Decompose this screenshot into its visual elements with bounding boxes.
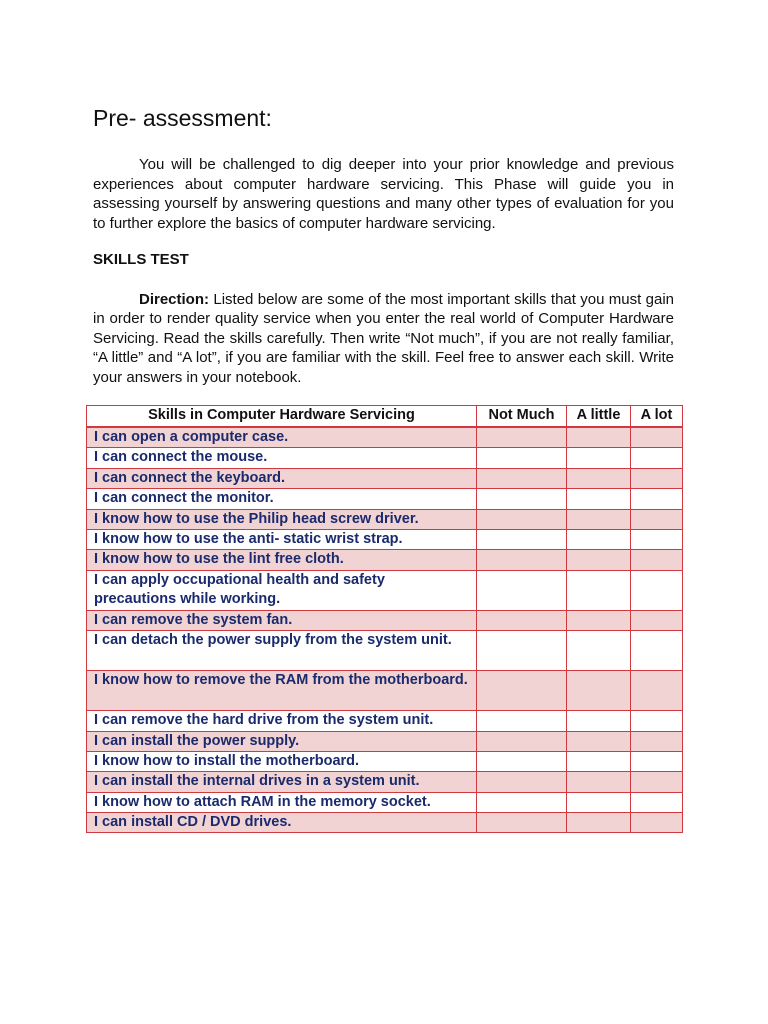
skill-cell: I know how to install the motherboard.	[87, 751, 477, 771]
a-little-cell[interactable]	[567, 813, 631, 833]
document-page	[93, 104, 674, 387]
not-much-cell[interactable]	[477, 529, 567, 549]
not-much-cell[interactable]	[477, 751, 567, 771]
skill-cell: I can open a computer case.	[87, 427, 477, 448]
a-little-cell[interactable]	[567, 711, 631, 731]
a-lot-cell[interactable]	[631, 751, 683, 771]
a-lot-cell[interactable]	[631, 489, 683, 509]
intro-paragraph: You will be challenged to dig deeper into your prior knowledge and previous experiences about computer hardware servicing. This Phase will guide you in assessing yourself by answering questions and many other types of evaluation for you to further explore the basics of computer hardware servicing.	[93, 156, 674, 232]
table-row	[87, 448, 683, 468]
a-little-cell[interactable]	[567, 509, 631, 529]
a-little-cell[interactable]	[567, 448, 631, 468]
table-row	[87, 610, 683, 630]
a-lot-cell[interactable]	[631, 671, 683, 711]
skill-cell: I know how to attach RAM in the memory socket.	[87, 792, 477, 812]
a-little-cell[interactable]	[567, 792, 631, 812]
table-row	[87, 427, 683, 448]
a-little-cell[interactable]	[567, 671, 631, 711]
table-row	[87, 489, 683, 509]
header-not-much: Not Much	[477, 406, 567, 428]
a-little-cell[interactable]	[567, 570, 631, 610]
a-lot-cell[interactable]	[631, 610, 683, 630]
not-much-cell[interactable]	[477, 792, 567, 812]
page-title: Pre- assessment:	[93, 105, 272, 131]
a-lot-cell[interactable]	[631, 448, 683, 468]
a-lot-cell[interactable]	[631, 711, 683, 731]
table-row	[87, 731, 683, 751]
header-a-little: A little	[567, 406, 631, 428]
not-much-cell[interactable]	[477, 427, 567, 448]
not-much-cell[interactable]	[477, 731, 567, 751]
a-little-cell[interactable]	[567, 550, 631, 570]
a-lot-cell[interactable]	[631, 468, 683, 488]
direction-text: Listed below are some of the most important skills that you must gain in order to render quality service when you enter the real world of Computer Hardware Servicing. Read the skills carefully. Then write “Not much”, if you are not really familiar, “A little” and “A lot”, if you are familiar with the skill. Feel free to answer each skill. Write your answers in your notebook.	[93, 290, 674, 386]
a-little-cell[interactable]	[567, 610, 631, 630]
table-row	[87, 671, 683, 711]
a-little-cell[interactable]	[567, 468, 631, 488]
not-much-cell[interactable]	[477, 448, 567, 468]
table-row	[87, 792, 683, 812]
skills-test-title: SKILLS TEST	[93, 251, 189, 268]
table-row	[87, 711, 683, 731]
a-lot-cell[interactable]	[631, 731, 683, 751]
table-row	[87, 468, 683, 488]
a-lot-cell[interactable]	[631, 427, 683, 448]
skill-cell: I can detach the power supply from the system unit.	[87, 631, 477, 671]
a-little-cell[interactable]	[567, 631, 631, 671]
skill-cell: I can install CD / DVD drives.	[87, 813, 477, 833]
skill-cell: I know how to use the Philip head screw driver.	[87, 509, 477, 529]
table-row	[87, 570, 683, 610]
table-row	[87, 813, 683, 833]
skill-cell: I can install the internal drives in a system unit.	[87, 772, 477, 792]
skill-cell: I know how to use the lint free cloth.	[87, 550, 477, 570]
skill-cell: I can connect the keyboard.	[87, 468, 477, 488]
skill-cell: I can connect the mouse.	[87, 448, 477, 468]
not-much-cell[interactable]	[477, 610, 567, 630]
skill-cell: I can connect the monitor.	[87, 489, 477, 509]
a-little-cell[interactable]	[567, 751, 631, 771]
table-row	[87, 550, 683, 570]
a-little-cell[interactable]	[567, 529, 631, 549]
skill-cell: I can remove the system fan.	[87, 610, 477, 630]
table-header-row	[87, 406, 683, 428]
not-much-cell[interactable]	[477, 550, 567, 570]
not-much-cell[interactable]	[477, 813, 567, 833]
a-little-cell[interactable]	[567, 489, 631, 509]
not-much-cell[interactable]	[477, 570, 567, 610]
skill-cell: I can remove the hard drive from the system unit.	[87, 711, 477, 731]
a-little-cell[interactable]	[567, 772, 631, 792]
a-lot-cell[interactable]	[631, 813, 683, 833]
not-much-cell[interactable]	[477, 631, 567, 671]
not-much-cell[interactable]	[477, 489, 567, 509]
a-lot-cell[interactable]	[631, 792, 683, 812]
a-lot-cell[interactable]	[631, 509, 683, 529]
table-row	[87, 772, 683, 792]
skills-table	[86, 405, 683, 833]
a-lot-cell[interactable]	[631, 529, 683, 549]
table-row	[87, 509, 683, 529]
a-lot-cell[interactable]	[631, 550, 683, 570]
skill-cell: I can apply occupational health and safety precautions while working.	[87, 570, 477, 610]
a-little-cell[interactable]	[567, 427, 631, 448]
a-lot-cell[interactable]	[631, 772, 683, 792]
header-skills: Skills in Computer Hardware Servicing	[87, 406, 477, 428]
not-much-cell[interactable]	[477, 671, 567, 711]
not-much-cell[interactable]	[477, 509, 567, 529]
a-lot-cell[interactable]	[631, 570, 683, 610]
not-much-cell[interactable]	[477, 711, 567, 731]
header-a-lot: A lot	[631, 406, 683, 428]
direction-paragraph	[93, 290, 674, 388]
skill-cell: I can install the power supply.	[87, 731, 477, 751]
not-much-cell[interactable]	[477, 468, 567, 488]
skill-cell: I know how to remove the RAM from the motherboard.	[87, 671, 477, 711]
table-row	[87, 631, 683, 671]
a-little-cell[interactable]	[567, 731, 631, 751]
skill-cell: I know how to use the anti- static wrist strap.	[87, 529, 477, 549]
a-lot-cell[interactable]	[631, 631, 683, 671]
table-row	[87, 751, 683, 771]
direction-label: Direction:	[139, 290, 210, 308]
not-much-cell[interactable]	[477, 772, 567, 792]
table-row	[87, 529, 683, 549]
